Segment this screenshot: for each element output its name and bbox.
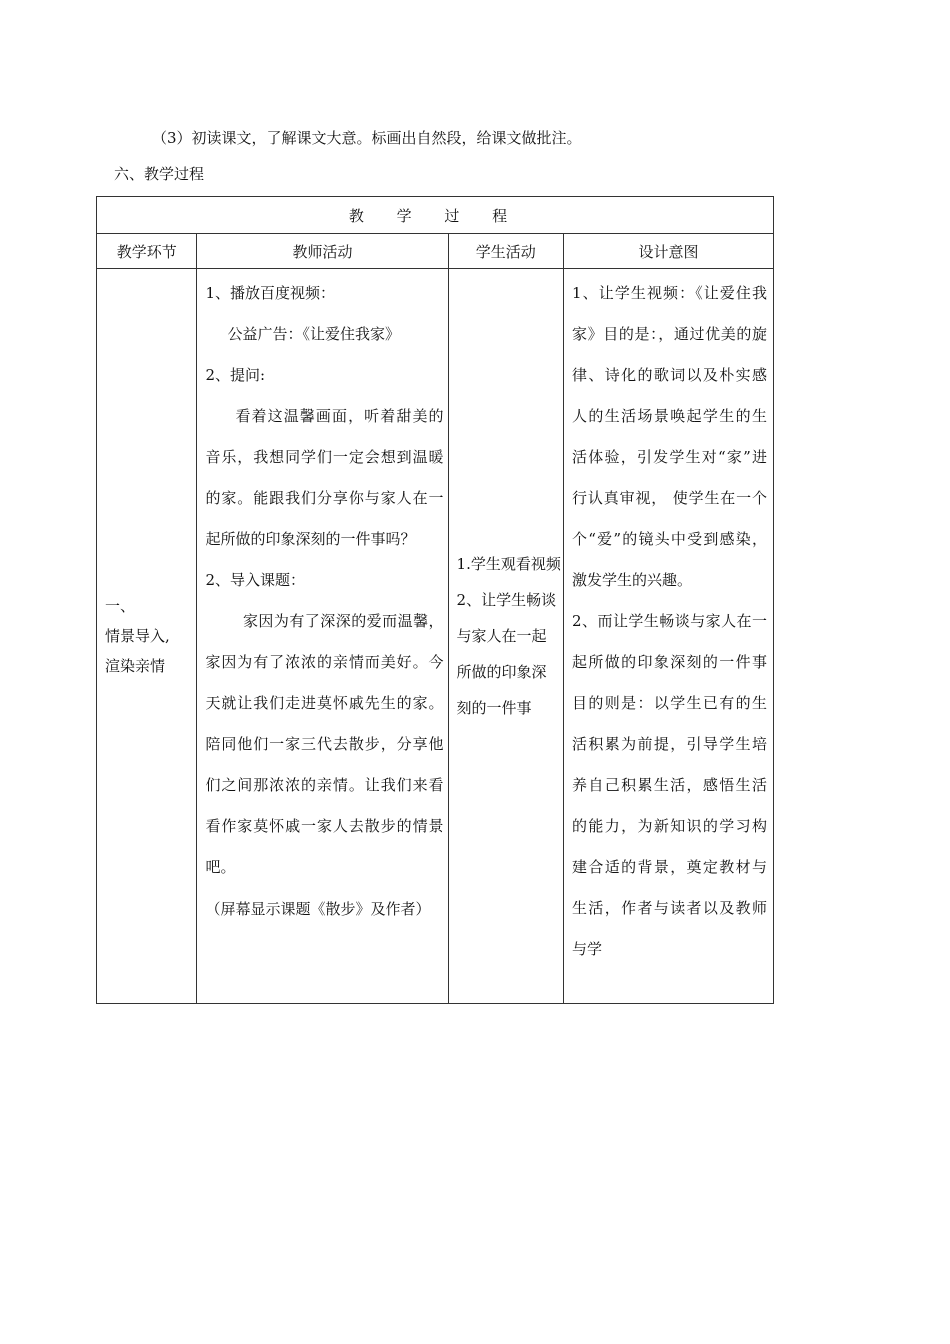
teacher-video-title: 公益广告：《让爱住我家》 [227,325,400,343]
teacher-step-1: 1、播放百度视频： [205,284,335,302]
table-title: 教 学 过 程 [97,197,774,234]
student-activity-1: 1.学生观看视频 [456,555,561,573]
teaching-process-table [96,196,774,1004]
teacher-activity-cell [197,269,448,1004]
header-stage: 教学环节 [97,234,197,269]
header-student: 学生活动 [448,234,564,269]
design-intent-1: 1、让学生视频：《让爱住我家》目的是：，通过优美的旋律、诗化的歌词以及朴实感人的生活场景唤起学生的生活体验，引发学生对“家”进行认真审视， 使学生在一个个“爱”的镜头中受到感染，激发学生的兴趣。 [572,284,767,589]
table-header-row [97,234,774,269]
teacher-screen-note: （屏幕显示课题《散步》及作者） [205,900,431,918]
design-intent-cell [564,269,774,1004]
teacher-step-3: 2、导入课题： [205,571,305,589]
stage-number: 一、 [105,597,136,615]
student-activity-2: 2、让学生畅谈与家人在一起所做的印象深刻的一件事 [456,591,557,717]
teacher-question: 看着这温馨画面，听着甜美的音乐，我想同学们一定会想到温暖的家。能跟我们分享你与家人在一起所做的印象深刻的一件事吗？ [205,407,444,548]
student-activity-cell [448,269,564,1004]
table-row [97,269,774,1004]
header-teacher: 教师活动 [197,234,448,269]
teacher-intro-text: 家因为有了深深的爱而温馨，家因为有了浓浓的亲情而美好。今天就让我们走进莫怀戚先生的家。陪同他们一家三代去散步，分享他们之间那浓浓的亲情。让我们来看看作家莫怀戚一家人去散步的情景吧。 [205,612,444,876]
intro-line: （3）初读课文，了解课文大意。标画出自然段，给课文做批注。 [152,129,582,147]
header-design: 设计意图 [564,234,774,269]
stage-cell [97,269,197,1004]
stage-name-1: 情景导入, [105,627,170,645]
section-title: 六、教学过程 [114,165,205,183]
stage-name-2: 渲染亲情 [105,657,166,675]
design-intent-2: 2、而让学生畅谈与家人在一起所做的印象深刻的一件事目的则是：以学生已有的生活积累为前提，引导学生培养自己积累生活，感悟生活的能力，为新知识的学习构建合适的背景，奠定教材与生活，作者与读者以及教师与学 [572,612,767,958]
teacher-step-2: 2、提问: [205,366,266,384]
